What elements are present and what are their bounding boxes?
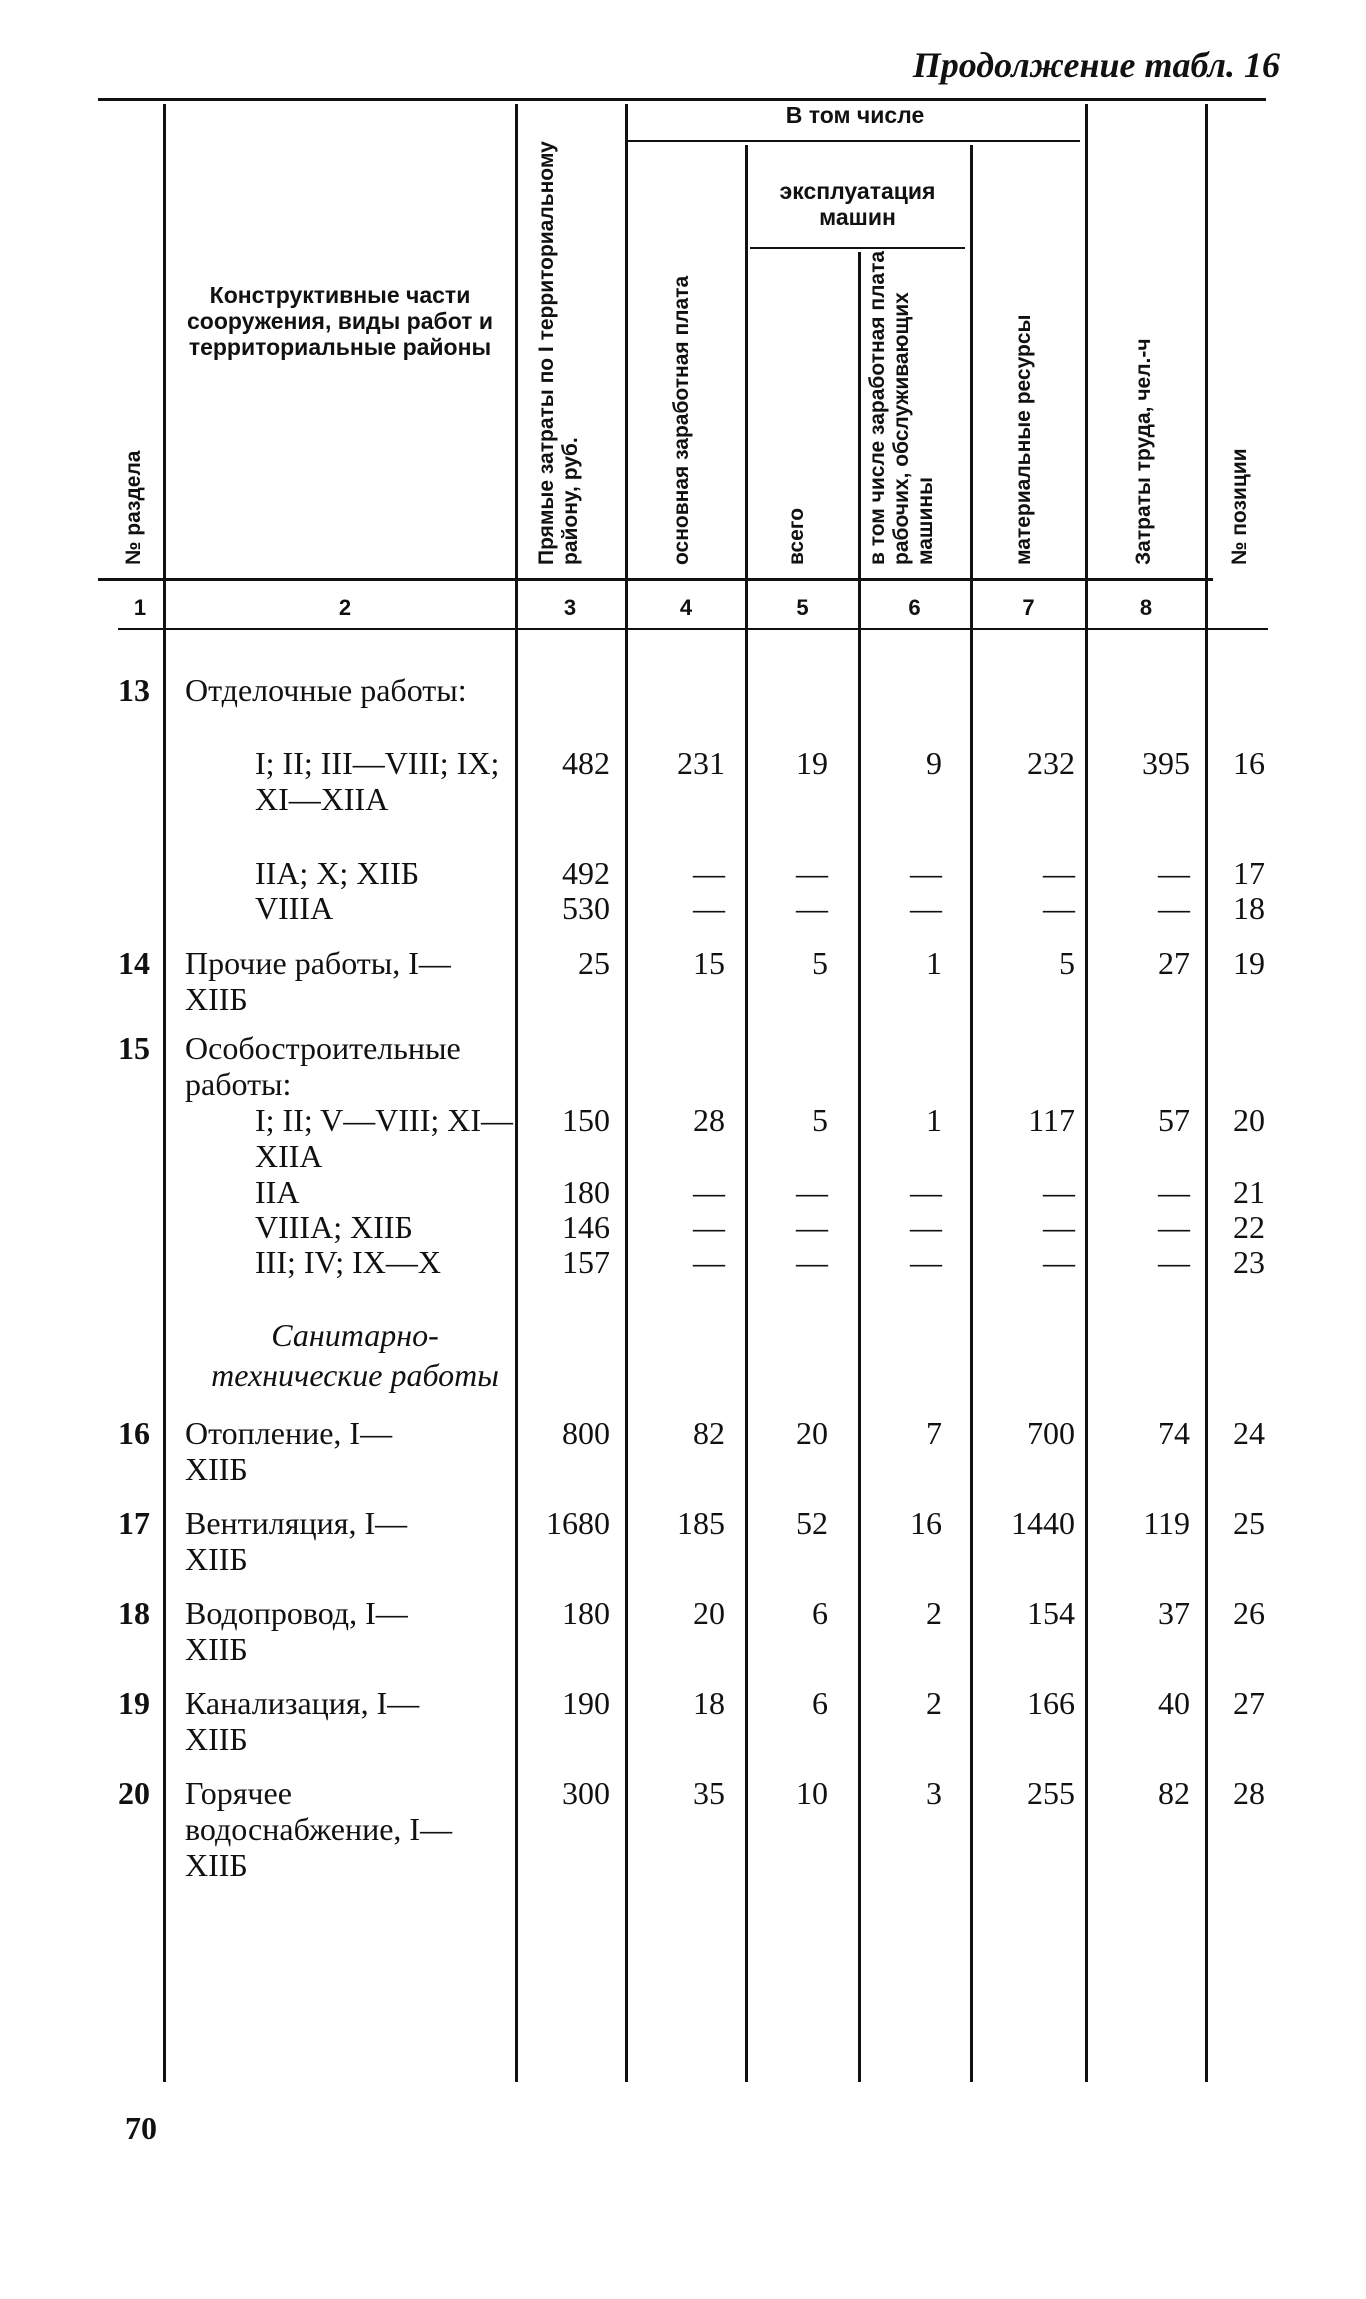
cell-c3: 25 bbox=[578, 945, 610, 981]
cell-c6: 2 bbox=[926, 1595, 942, 1631]
cell-c5: — bbox=[796, 890, 828, 926]
cell-c3: 150 bbox=[562, 1102, 610, 1138]
cell-c3: 300 bbox=[562, 1775, 610, 1811]
cell-c6: 2 bbox=[926, 1685, 942, 1721]
col-divider bbox=[1205, 104, 1208, 2082]
cell-c6: — bbox=[910, 890, 942, 926]
cell-c7: 1440 bbox=[1011, 1505, 1075, 1541]
cell-c8: 395 bbox=[1142, 745, 1190, 781]
cell-c8: — bbox=[1158, 890, 1190, 926]
header-labor: Затраты труда, чел.-ч bbox=[1132, 338, 1155, 565]
region-name: IIA bbox=[255, 1174, 300, 1210]
cell-c4: 185 bbox=[677, 1505, 725, 1541]
row-name: Водопровод, I—XIIБ bbox=[185, 1595, 408, 1667]
cell-c7: — bbox=[1043, 890, 1075, 926]
page-number: 70 bbox=[125, 2110, 157, 2146]
column-number: 1 bbox=[133, 595, 147, 620]
cell-c8: 40 bbox=[1158, 1685, 1190, 1721]
cell-c7: 166 bbox=[1027, 1685, 1075, 1721]
cell-c4: 82 bbox=[693, 1415, 725, 1451]
cell-c7: — bbox=[1043, 1209, 1075, 1245]
cell-position: 21 bbox=[1233, 1174, 1265, 1210]
cell-c6: 9 bbox=[926, 745, 942, 781]
cell-c6: 7 bbox=[926, 1415, 942, 1451]
section-number: 13 bbox=[118, 672, 150, 708]
cell-c5: 52 bbox=[796, 1505, 828, 1541]
column-number: 7 bbox=[1022, 595, 1035, 620]
row-name: Особостроительные работы: bbox=[185, 1030, 461, 1102]
cell-position: 16 bbox=[1233, 745, 1265, 781]
cell-c8: 119 bbox=[1143, 1505, 1190, 1541]
header-machine-wages: в том числе заработная плата рабочих, обслуживающих машины bbox=[866, 250, 937, 565]
cell-c7: — bbox=[1043, 855, 1075, 891]
cell-c8: — bbox=[1158, 1244, 1190, 1280]
cell-c7: 5 bbox=[1059, 945, 1075, 981]
cell-c7: — bbox=[1043, 1174, 1075, 1210]
cell-c3: 180 bbox=[562, 1595, 610, 1631]
cell-c6: — bbox=[910, 855, 942, 891]
region-name: VIIIA bbox=[255, 890, 334, 926]
cell-c6: 1 bbox=[926, 1102, 942, 1138]
region-name: I; II; III—VIII; IX; XI—XIIA bbox=[255, 745, 500, 817]
header-section-number: № раздела bbox=[122, 450, 145, 565]
cell-c6: — bbox=[910, 1174, 942, 1210]
col-divider bbox=[970, 145, 973, 2082]
cell-c7: 117 bbox=[1028, 1102, 1075, 1138]
cell-c4: — bbox=[693, 855, 725, 891]
cell-c8: — bbox=[1158, 1174, 1190, 1210]
region-name: VIIIA; XIIБ bbox=[255, 1209, 413, 1245]
cell-c4: 28 bbox=[693, 1102, 725, 1138]
header-wages: основная заработная плата bbox=[670, 275, 693, 565]
colnum-rule bbox=[118, 628, 1268, 630]
cell-c5: — bbox=[796, 1209, 828, 1245]
cell-c7: — bbox=[1043, 1244, 1075, 1280]
column-number: 8 bbox=[1139, 595, 1153, 620]
cell-c6: — bbox=[910, 1244, 942, 1280]
col-divider bbox=[858, 252, 861, 2082]
cell-position: 20 bbox=[1233, 1102, 1265, 1138]
cell-c8: 57 bbox=[1158, 1102, 1190, 1138]
cell-c5: — bbox=[796, 855, 828, 891]
row-name: Вентиляция, I—XIIБ bbox=[185, 1505, 408, 1577]
cell-c3: 530 bbox=[562, 890, 610, 926]
header-materials: материальные ресурсы bbox=[1012, 314, 1035, 565]
cell-c7: 232 bbox=[1027, 745, 1075, 781]
header-machines-total: всего bbox=[785, 507, 808, 565]
cell-c3: 157 bbox=[562, 1244, 610, 1280]
section-heading: Санитарно-технические работы bbox=[211, 1317, 499, 1393]
header-bottom-rule bbox=[98, 578, 1213, 581]
cell-position: 25 bbox=[1233, 1505, 1265, 1541]
cell-c3: 492 bbox=[562, 855, 610, 891]
cell-position: 27 bbox=[1233, 1685, 1265, 1721]
col-divider bbox=[1085, 104, 1088, 2082]
cell-position: 23 bbox=[1233, 1244, 1265, 1280]
cell-c6: — bbox=[910, 1209, 942, 1245]
header-direct-costs: Прямые затраты по I территориальному району, руб. bbox=[535, 141, 582, 565]
header-position-number: № позиции bbox=[1228, 448, 1251, 565]
cell-c8: — bbox=[1158, 855, 1190, 891]
cell-c4: — bbox=[693, 1174, 725, 1210]
header-group: В том числе bbox=[785, 102, 925, 128]
region-name: III; IV; IX—X bbox=[255, 1244, 442, 1280]
cell-c5: 10 bbox=[796, 1775, 828, 1811]
section-number: 19 bbox=[118, 1685, 150, 1721]
header-machine-operation: эксплуатация машин bbox=[779, 178, 936, 230]
region-name: IIA; X; XIIБ bbox=[255, 855, 420, 891]
row-name: Горячее водоснабжение, I—XIIБ bbox=[185, 1775, 453, 1883]
cell-c4: 18 bbox=[693, 1685, 725, 1721]
cell-c4: — bbox=[693, 1209, 725, 1245]
column-number: 6 bbox=[908, 595, 921, 620]
row-name: Канализация, I—XIIБ bbox=[185, 1685, 420, 1757]
header-description: Конструктивные части сооружения, виды работ и территориальные районы bbox=[187, 282, 493, 360]
column-number: 3 bbox=[563, 595, 577, 620]
cell-c3: 800 bbox=[562, 1415, 610, 1451]
cell-c7: 154 bbox=[1027, 1595, 1075, 1631]
cell-c6: 3 bbox=[926, 1775, 942, 1811]
cell-c4: 15 bbox=[693, 945, 725, 981]
continuation-caption: Продолжение табл. 16 bbox=[912, 45, 1280, 85]
top-rule bbox=[98, 98, 1266, 101]
cell-c7: 255 bbox=[1027, 1775, 1075, 1811]
section-number: 15 bbox=[118, 1030, 150, 1066]
cell-c8: 37 bbox=[1158, 1595, 1190, 1631]
row-name: Прочие работы, I—XIIБ bbox=[185, 945, 451, 1017]
cell-c5: 19 bbox=[796, 745, 828, 781]
cell-position: 24 bbox=[1233, 1415, 1265, 1451]
col-divider bbox=[625, 104, 628, 2082]
cell-c4: 20 bbox=[693, 1595, 725, 1631]
cell-position: 26 bbox=[1233, 1595, 1265, 1631]
section-number: 16 bbox=[118, 1415, 150, 1451]
cell-position: 17 bbox=[1233, 855, 1265, 891]
cell-c5: 20 bbox=[796, 1415, 828, 1451]
section-number: 18 bbox=[118, 1595, 150, 1631]
row-name: Отделочные работы: bbox=[185, 672, 467, 708]
region-name: I; II; V—VIII; XI—XIIA bbox=[255, 1102, 514, 1174]
cell-c3: 190 bbox=[562, 1685, 610, 1721]
col-divider bbox=[745, 145, 748, 2082]
section-number: 14 bbox=[118, 945, 150, 981]
cell-c5: — bbox=[796, 1244, 828, 1280]
cell-c5: 6 bbox=[812, 1595, 828, 1631]
cell-c8: 74 bbox=[1158, 1415, 1190, 1451]
cell-c4: 231 bbox=[677, 745, 725, 781]
column-number: 4 bbox=[679, 595, 693, 620]
column-number: 5 bbox=[796, 595, 809, 620]
subgroup-rule bbox=[750, 247, 965, 249]
cell-c3: 482 bbox=[562, 745, 610, 781]
section-number: 17 bbox=[118, 1505, 150, 1541]
group-rule bbox=[628, 140, 1080, 142]
col-divider bbox=[515, 104, 518, 2082]
cell-c8: — bbox=[1158, 1209, 1190, 1245]
cell-c6: 1 bbox=[926, 945, 942, 981]
cell-c5: 6 bbox=[812, 1685, 828, 1721]
cell-c5: 5 bbox=[812, 1102, 828, 1138]
col-divider bbox=[163, 104, 166, 2082]
section-number: 20 bbox=[118, 1775, 150, 1811]
cell-c5: — bbox=[796, 1174, 828, 1210]
cell-position: 28 bbox=[1233, 1775, 1265, 1811]
cell-c6: 16 bbox=[910, 1505, 942, 1541]
cell-c7: 700 bbox=[1027, 1415, 1075, 1451]
cell-position: 19 bbox=[1233, 945, 1265, 981]
cell-c3: 180 bbox=[562, 1174, 610, 1210]
column-number: 2 bbox=[338, 595, 352, 620]
cell-c3: 1680 bbox=[546, 1505, 610, 1541]
row-name: Отопление, I—XIIБ bbox=[185, 1415, 393, 1487]
cell-position: 18 bbox=[1233, 890, 1265, 926]
cell-c8: 27 bbox=[1158, 945, 1190, 981]
cell-c4: 35 bbox=[693, 1775, 725, 1811]
cell-c4: — bbox=[693, 890, 725, 926]
cell-c5: 5 bbox=[812, 945, 828, 981]
cell-c8: 82 bbox=[1158, 1775, 1190, 1811]
cell-c3: 146 bbox=[562, 1209, 610, 1245]
cell-position: 22 bbox=[1233, 1209, 1265, 1245]
cell-c4: — bbox=[693, 1244, 725, 1280]
